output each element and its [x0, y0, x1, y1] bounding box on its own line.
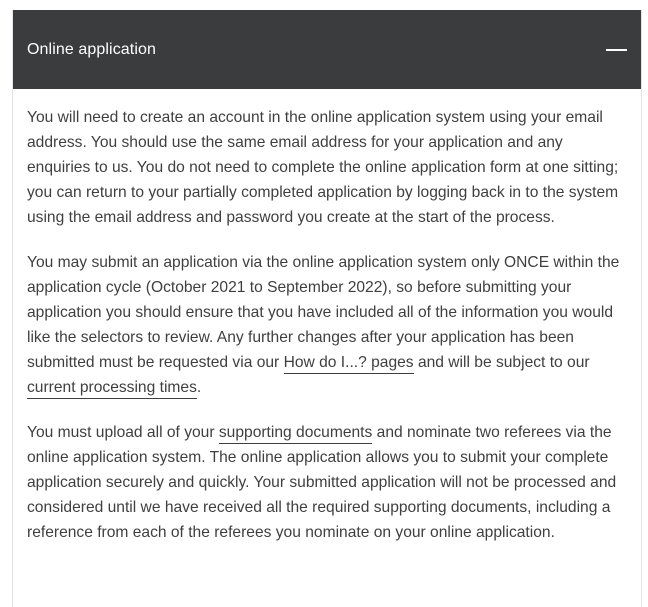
paragraph-documents-text-1: You must upload all of your [27, 424, 219, 441]
accordion-header[interactable] [13, 10, 641, 89]
accordion-body [13, 89, 641, 545]
supporting-documents-link[interactable]: supporting documents [219, 424, 372, 444]
online-application-accordion [12, 10, 642, 607]
accordion-title: Online application [27, 40, 156, 58]
current-processing-times-link[interactable]: current processing times [27, 379, 197, 399]
paragraph-submission-text-2: and will be subject to our [413, 354, 590, 371]
paragraph-submission-text-3: . [196, 379, 202, 396]
paragraph-submission [27, 250, 627, 400]
minus-icon-bar [606, 49, 627, 51]
how-do-i-pages-link[interactable]: How do I...? pages [284, 354, 414, 374]
paragraph-account: You will need to create an account in the online application system using your email address. You should use the same email address for your application and any enquiries to us. You do not need to complete the online application form at one sitting; you can return to your partially completed application by logging back in to the system using the email address and password you create at the start of the process. [27, 109, 619, 226]
paragraph-documents [27, 420, 627, 545]
paragraph-submission-text-1: You may submit an application via the online application system only ONCE within the application cycle (October 2021 to September 2022), so before submitting your application you should ensure that you have included all of the information you would like the selectors to review. Any further changes after your application has been submitted must be requested via our [27, 254, 620, 371]
paragraph-documents-text-2: and nominate two referees via the online application system. The online application allows you to submit your complete application securely and quickly. Your submitted application will not be processed and considered until we have received all the required supporting documents, including a reference from each of the referees you nominate on your online application. [27, 424, 617, 541]
minus-icon[interactable] [605, 39, 627, 61]
